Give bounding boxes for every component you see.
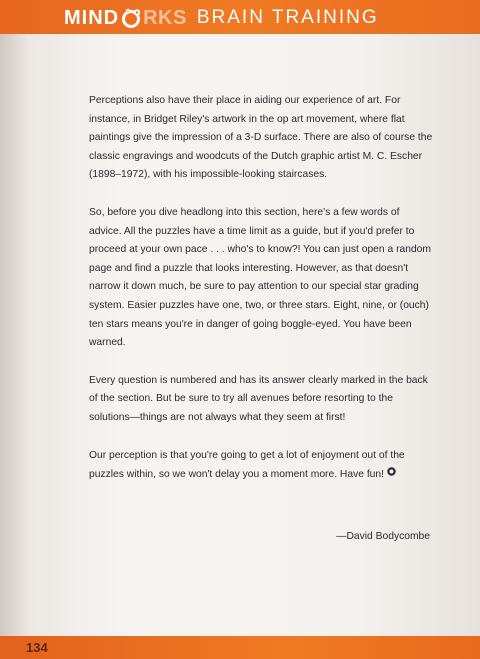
end-mark-icon xyxy=(387,465,396,484)
author-signature: —David Bodycombe xyxy=(336,531,430,542)
gear-o-icon xyxy=(120,8,142,28)
footer-band xyxy=(0,636,480,659)
paragraph-4 xyxy=(89,447,434,485)
paragraph-3: Every question is numbered and has its answer clearly marked in the back of the section. But be sure to try all avenues before resorting to the solutions—things are not always what they seem at first! xyxy=(89,374,428,423)
brand-works-text: RKS xyxy=(143,6,187,29)
body-text xyxy=(89,92,434,504)
paragraph-4-text: Our perception is that you're going to get a lot of enjoyment out of the puzzles within, so we won't delay you a moment more. Have fun! xyxy=(89,449,405,481)
paragraph-2: So, before you dive headlong into this section, here's a few words of advice. All the puzzles have a time limit as a guide, but if you'd prefer to proceed at your own pace . . . who's to know?! You can just open a random page and find a puzzle that looks interesting. However, as that doesn't narrow it down much, be sure to pay attention to our special star grading system. Easier puzzles have one, two, or three stars. Eight, nine, or (ouch) ten stars means you're in danger of going boggle-eyed. You have been warned. xyxy=(89,206,431,349)
brand-logo xyxy=(64,5,379,31)
brand-subtitle: BRAIN TRAINING xyxy=(196,7,379,28)
brand-mind-text: MIND xyxy=(64,6,120,29)
page-number: 134 xyxy=(26,640,48,655)
paragraph-1: Perceptions also have their place in aiding our experience of art. For instance, in Bridget Riley's artwork in the op art movement, where flat paintings give the impression of a 3-D surface. There are also of course the classic engravings and woodcuts of the Dutch graphic artist M. C. Escher (1898–1972), with his impossible-looking staircases. xyxy=(89,95,433,181)
